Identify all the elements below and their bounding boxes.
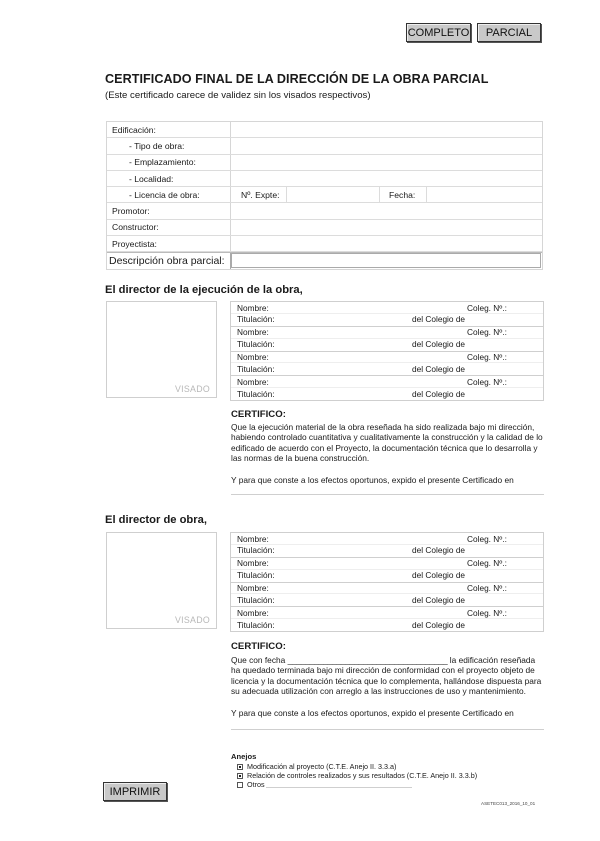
localidad-field[interactable] bbox=[231, 171, 542, 186]
building-data-table bbox=[106, 121, 543, 270]
titulacion-label: Titulación: bbox=[237, 339, 275, 350]
nombre-label: Nombre: bbox=[237, 558, 269, 569]
coleg-label: Coleg. Nº.: bbox=[467, 376, 507, 387]
certifico-closing-2: Y para que conste a los efectos oportunos, expido el presente Certificado en bbox=[231, 708, 514, 718]
colegio-label: del Colegio de bbox=[412, 339, 466, 350]
colegio-label: del Colegio de bbox=[412, 545, 466, 556]
completo-button[interactable]: COMPLETO bbox=[406, 23, 471, 42]
row-constructor bbox=[107, 220, 542, 236]
constructor-label: Constructor: bbox=[107, 220, 231, 235]
certifico-closing-1: Y para que conste a los efectos oportunos, expido el presente Certificado en bbox=[231, 475, 514, 485]
promotor-field[interactable] bbox=[231, 203, 542, 218]
certifico-heading-1: CERTIFICO: bbox=[231, 409, 286, 420]
certifico-body-2 bbox=[231, 655, 545, 696]
nombre-label: Nombre: bbox=[237, 352, 269, 363]
row-localidad bbox=[107, 171, 542, 187]
n-expte-field[interactable] bbox=[287, 187, 380, 202]
row-descripcion bbox=[107, 252, 542, 269]
anejo-item-otros[interactable] bbox=[237, 780, 412, 789]
nombre-label: Nombre: bbox=[237, 583, 269, 594]
anejo-item-modificacion[interactable] bbox=[237, 762, 396, 771]
colegio-label: del Colegio de bbox=[412, 388, 466, 399]
row-edificacion bbox=[107, 122, 542, 138]
coleg-label: Coleg. Nº.: bbox=[467, 302, 507, 313]
anejo-item-controles[interactable] bbox=[237, 771, 477, 780]
visado-label: VISADO bbox=[174, 615, 210, 625]
anejo-label: Relación de controles realizados y sus resultados (C.T.E. Anejo II. 3.3.b) bbox=[247, 771, 478, 780]
licencia-fields bbox=[231, 187, 542, 202]
tipo-obra-field[interactable] bbox=[231, 138, 542, 153]
row-tipo-obra bbox=[107, 138, 542, 154]
colegio-label: del Colegio de bbox=[412, 570, 466, 581]
titulacion-label: Titulación: bbox=[237, 570, 275, 581]
person-entry bbox=[231, 558, 543, 583]
nombre-label: Nombre: bbox=[237, 302, 269, 313]
section-heading-director-obra: El director de obra, bbox=[105, 514, 207, 526]
person-entry bbox=[231, 327, 543, 352]
titulacion-label: Titulación: bbox=[237, 314, 275, 325]
n-expte-label: Nº. Expte: bbox=[231, 187, 287, 202]
row-emplazamiento bbox=[107, 155, 542, 171]
coleg-label: Coleg. Nº.: bbox=[467, 327, 507, 338]
coleg-label: Coleg. Nº.: bbox=[467, 558, 507, 569]
coleg-label: Coleg. Nº.: bbox=[467, 607, 507, 618]
nombre-label: Nombre: bbox=[237, 607, 269, 618]
titulacion-label: Titulación: bbox=[237, 594, 275, 605]
nombre-label: Nombre: bbox=[237, 327, 269, 338]
titulacion-label: Titulación: bbox=[237, 388, 275, 399]
person-entry bbox=[231, 583, 543, 608]
titulacion-label: Titulación: bbox=[237, 619, 275, 630]
person-entry bbox=[231, 302, 543, 327]
emplazamiento-field[interactable] bbox=[231, 155, 542, 170]
fecha-label: Fecha: bbox=[380, 187, 427, 202]
section-heading-director-ejecucion: El director de la ejecución de la obra, bbox=[105, 284, 303, 296]
titulacion-label: Titulación: bbox=[237, 545, 275, 556]
localidad-label: - Localidad: bbox=[107, 171, 231, 186]
body-rest: la edificación reseñada ha quedado terminada bajo mi dirección de conformidad con el proyecto objeto de licencia y la documentación técnica que lo complementa, hallándose dispuesta para su adecuada utilización con arreglo a las instrucciones de uso y mantenimiento. bbox=[231, 655, 542, 696]
visado-box-2 bbox=[106, 532, 217, 629]
person-entry bbox=[231, 533, 543, 558]
edificacion-label: Edificación: bbox=[107, 122, 231, 137]
proyectista-field[interactable] bbox=[231, 236, 542, 251]
licencia-label: - Licencia de obra: bbox=[107, 187, 231, 202]
nombre-label: Nombre: bbox=[237, 533, 269, 544]
proyectista-label: Proyectista: bbox=[107, 236, 231, 251]
colegio-label: del Colegio de bbox=[412, 363, 466, 374]
colegio-label: del Colegio de bbox=[412, 314, 466, 325]
document-code: ASETEC013_2016_10_01 bbox=[481, 801, 536, 806]
certifico-heading-2: CERTIFICO: bbox=[231, 641, 286, 652]
person-entry bbox=[231, 607, 543, 631]
coleg-label: Coleg. Nº.: bbox=[467, 533, 507, 544]
coleg-label: Coleg. Nº.: bbox=[467, 352, 507, 363]
colegio-label: del Colegio de bbox=[412, 594, 466, 605]
colegio-label: del Colegio de bbox=[412, 619, 466, 630]
signature-line-2[interactable] bbox=[231, 729, 544, 730]
constructor-field[interactable] bbox=[231, 220, 542, 235]
visado-label: VISADO bbox=[174, 384, 210, 394]
promotor-label: Promotor: bbox=[107, 203, 231, 218]
person-entry bbox=[231, 376, 543, 400]
director-obra-table bbox=[230, 532, 544, 632]
titulacion-label: Titulación: bbox=[237, 363, 275, 374]
signature-line-1[interactable] bbox=[231, 494, 544, 495]
body-prefix: Que con fecha bbox=[231, 655, 286, 665]
checkbox-checked-icon[interactable] bbox=[237, 773, 243, 779]
checkbox-icon[interactable] bbox=[237, 782, 243, 788]
imprimir-button[interactable]: IMPRIMIR bbox=[103, 782, 167, 801]
parcial-button[interactable]: PARCIAL bbox=[477, 23, 541, 42]
row-licencia bbox=[107, 187, 542, 203]
row-promotor bbox=[107, 203, 542, 219]
anejo-label: Modificación al proyecto (C.T.E. Anejo II. 3.3.a) bbox=[247, 762, 397, 771]
nombre-label: Nombre: bbox=[237, 376, 269, 387]
director-ejecucion-table bbox=[230, 301, 544, 401]
coleg-label: Coleg. Nº.: bbox=[467, 583, 507, 594]
page-title: CERTIFICADO FINAL DE LA DIRECCIÓN DE LA OBRA PARCIAL bbox=[105, 72, 489, 86]
descripcion-field[interactable] bbox=[231, 253, 541, 268]
edificacion-field[interactable] bbox=[231, 122, 542, 137]
descripcion-label: Descripción obra parcial: bbox=[107, 253, 231, 269]
anejo-label: Otros bbox=[247, 780, 265, 789]
otros-field[interactable] bbox=[266, 781, 412, 788]
emplazamiento-label: - Emplazamiento: bbox=[107, 155, 231, 170]
visado-box-1 bbox=[106, 301, 217, 398]
tipo-obra-label: - Tipo de obra: bbox=[107, 138, 231, 153]
checkbox-checked-icon[interactable] bbox=[237, 764, 243, 770]
certifico-body-1: Que la ejecución material de la obra reseñada ha sido realizada bajo mi dirección, habiendo controlado cuantitativa y cualitativamente la construcción y la calidad de lo edificado de acuerdo con el Proyecto, la documentación técnica que lo desarrolla y las normas de la buena construcción. bbox=[231, 422, 543, 463]
anejos-title: Anejos bbox=[231, 752, 257, 761]
row-proyectista bbox=[107, 236, 542, 252]
page-subtitle: (Este certificado carece de validez sin los visados respectivos) bbox=[105, 90, 371, 101]
person-entry bbox=[231, 352, 543, 377]
fecha-blank[interactable]: ____________________________________ bbox=[287, 655, 448, 665]
fecha-field[interactable] bbox=[427, 187, 542, 202]
